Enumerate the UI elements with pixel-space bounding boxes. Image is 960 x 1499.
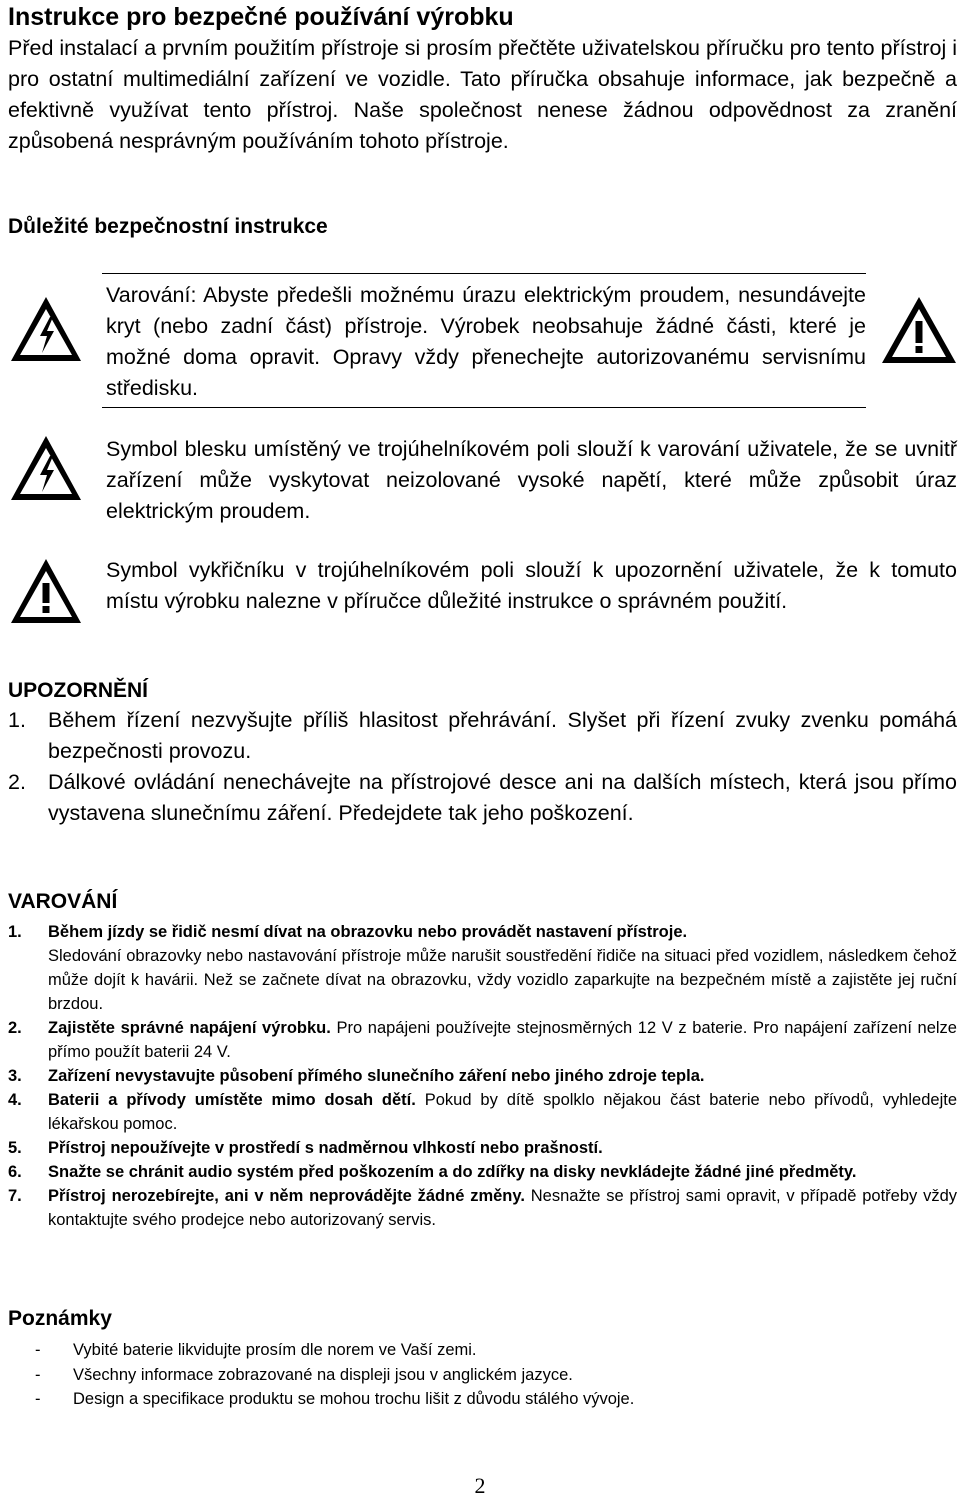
notes-section xyxy=(8,1305,957,1412)
caution-item xyxy=(8,705,957,767)
caution-item-number: 2. xyxy=(8,770,26,794)
notes-item-text: Vybité baterie likvidujte prosím dle norem ve Vaší zemi. xyxy=(73,1341,477,1359)
page-number: 2 xyxy=(474,1473,486,1498)
intro-paragraph: Před instalací a prvním použitím přístroje si prosím přečtěte uživatelskou příručku pro tento přístroj i pro ostatní multimediální zařízení ve vozidle. Tato příručka obsahuje informace, jak bezpečně a efektivně využívat tento přístroj. Naše společnost nenese žádnou odpovědnost za zranění způsobená nesprávným používáním tohoto přístroje. xyxy=(8,36,957,153)
warning-item-number: 6. xyxy=(8,1163,22,1181)
warning-item-bold: Zařízení nevystavujte působení přímého slunečního záření nebo jiného zdroje tepla. xyxy=(48,1067,705,1085)
notes-item xyxy=(8,1387,957,1412)
warning-item-bold: Přístroj nerozebírejte, ani v něm neprovádějte žádné změny. xyxy=(48,1187,525,1205)
warning-item-bold: Baterii a přívody umístěte mimo dosah dětí. xyxy=(48,1091,416,1109)
exclamation-symbol-icon xyxy=(9,557,83,625)
lightning-symbol-icon xyxy=(9,434,83,502)
warning-item xyxy=(8,1184,957,1232)
notes-heading: Poznámky xyxy=(8,1307,112,1330)
warning-item xyxy=(8,1088,957,1136)
notes-item xyxy=(8,1363,957,1388)
notes-item-text: Všechny informace zobrazované na displeji jsou v anglickém jazyce. xyxy=(73,1365,573,1384)
warning-item-number: 4. xyxy=(8,1091,22,1109)
warning-item-bold: Během jízdy se řidič nesmí dívat na obrazovku nebo provádět nastavení přístroje. xyxy=(48,923,688,941)
warning-item-text: Nesnažte se přístroj sami opravit, v případě potřeby vždy kontaktujte svého prodejce nebo autorizovaný servis. xyxy=(48,1187,957,1229)
document-page xyxy=(8,0,957,1408)
warning-item-number: 1. xyxy=(8,923,22,941)
warning-item-text: Sledování obrazovky nebo nastavování přístroje může narušit soustředění řidiče na situaci před vozidlem, následkem čehož může dojít k havárii. Než se začnete dívat na obrazovku, vždy vozidlo zaparkujte na bezpečném místě a zajistěte jej ruční brzdou. xyxy=(48,947,957,1013)
warning-item-bold: Přístroj nepoužívejte v prostředí s nadměrnou vlhkostí nebo prašností. xyxy=(48,1139,603,1157)
page-title: Instrukce pro bezpečné používání výrobku xyxy=(8,3,514,31)
warning-item xyxy=(8,1064,957,1088)
important-heading: Důležité bezpečnostní instrukce xyxy=(8,215,328,238)
warning-item xyxy=(8,1136,957,1160)
warning-item xyxy=(8,1016,957,1064)
notes-bullet: - xyxy=(35,1365,41,1384)
warning-item-text: Pokud by dítě spolklo nějakou část baterie nebo přívodů, vyhledejte lékařskou pomoc. xyxy=(48,1091,957,1133)
notes-item xyxy=(8,1338,957,1363)
warning-section xyxy=(8,888,957,1232)
warning-item-text: Pro napájeni používejte stejnosměrných 12 V z baterie. Pro napájení zařízení nelze přímo použít baterii 24 V. xyxy=(48,1019,957,1061)
caution-section xyxy=(8,677,957,829)
warning-box: Varování: Abyste předešli možnému úrazu elektrickým proudem, nesundávejte kryt (nebo zadní část) přístroje. Výrobek neobsahuje žádné části, které je možné doma opravit. Opravy vždy přenechejte autorizovanému servisnímu středisku. xyxy=(102,273,866,408)
warning-item-number: 7. xyxy=(8,1187,22,1205)
warning-item-bold: Zajistěte správné napájení výrobku. xyxy=(48,1019,331,1037)
caution-item-number: 1. xyxy=(8,708,26,732)
notes-bullet: - xyxy=(35,1341,41,1359)
caution-item-text: Dálkové ovládání nenechávejte na přístrojové desce ani na dalších místech, která jsou přímo vystavena slunečnímu záření. Předejdete tak jeho poškození. xyxy=(48,770,957,825)
warning-item xyxy=(8,1160,957,1184)
warning-item xyxy=(8,920,957,1016)
caution-item-text: Během řízení nezvyšujte příliš hlasitost přehrávání. Slyšet při řízení zvuky zvenku pomáhá bezpečnosti provozu. xyxy=(48,708,957,763)
caution-item xyxy=(8,767,957,829)
exclamation-warning-icon xyxy=(880,295,958,365)
lightning-symbol-text: Symbol blesku umístěný ve trojúhelníkovém poli slouží k varování uživatele, že se uvnitř zařízení může vyskytovat neizolované vysoké napětí, které může způsobit úraz elektrickým proudem. xyxy=(106,437,957,523)
warning-item-number: 2. xyxy=(8,1019,22,1037)
notes-item-text: Design a specifikace produktu se mohou trochu lišit z důvodu stálého vývoje. xyxy=(73,1390,635,1408)
exclamation-symbol-text: Symbol vykřičníku v trojúhelníkovém poli slouží k upozornění uživatele, že k tomuto místu výrobku nalezne v příručce důležité instrukce o správném použití. xyxy=(106,558,957,613)
lightning-warning-icon xyxy=(9,295,83,363)
warning-item-number: 5. xyxy=(8,1139,22,1157)
warning-heading: VAROVÁNÍ xyxy=(8,890,118,913)
warning-item-bold: Snažte se chránit audio systém před poškozením a do zdířky na disky nevkládejte žádné jiné předměty. xyxy=(48,1163,857,1181)
warning-item-number: 3. xyxy=(8,1067,22,1085)
caution-heading: UPOZORNĚNÍ xyxy=(8,679,149,702)
notes-bullet: - xyxy=(35,1390,41,1408)
